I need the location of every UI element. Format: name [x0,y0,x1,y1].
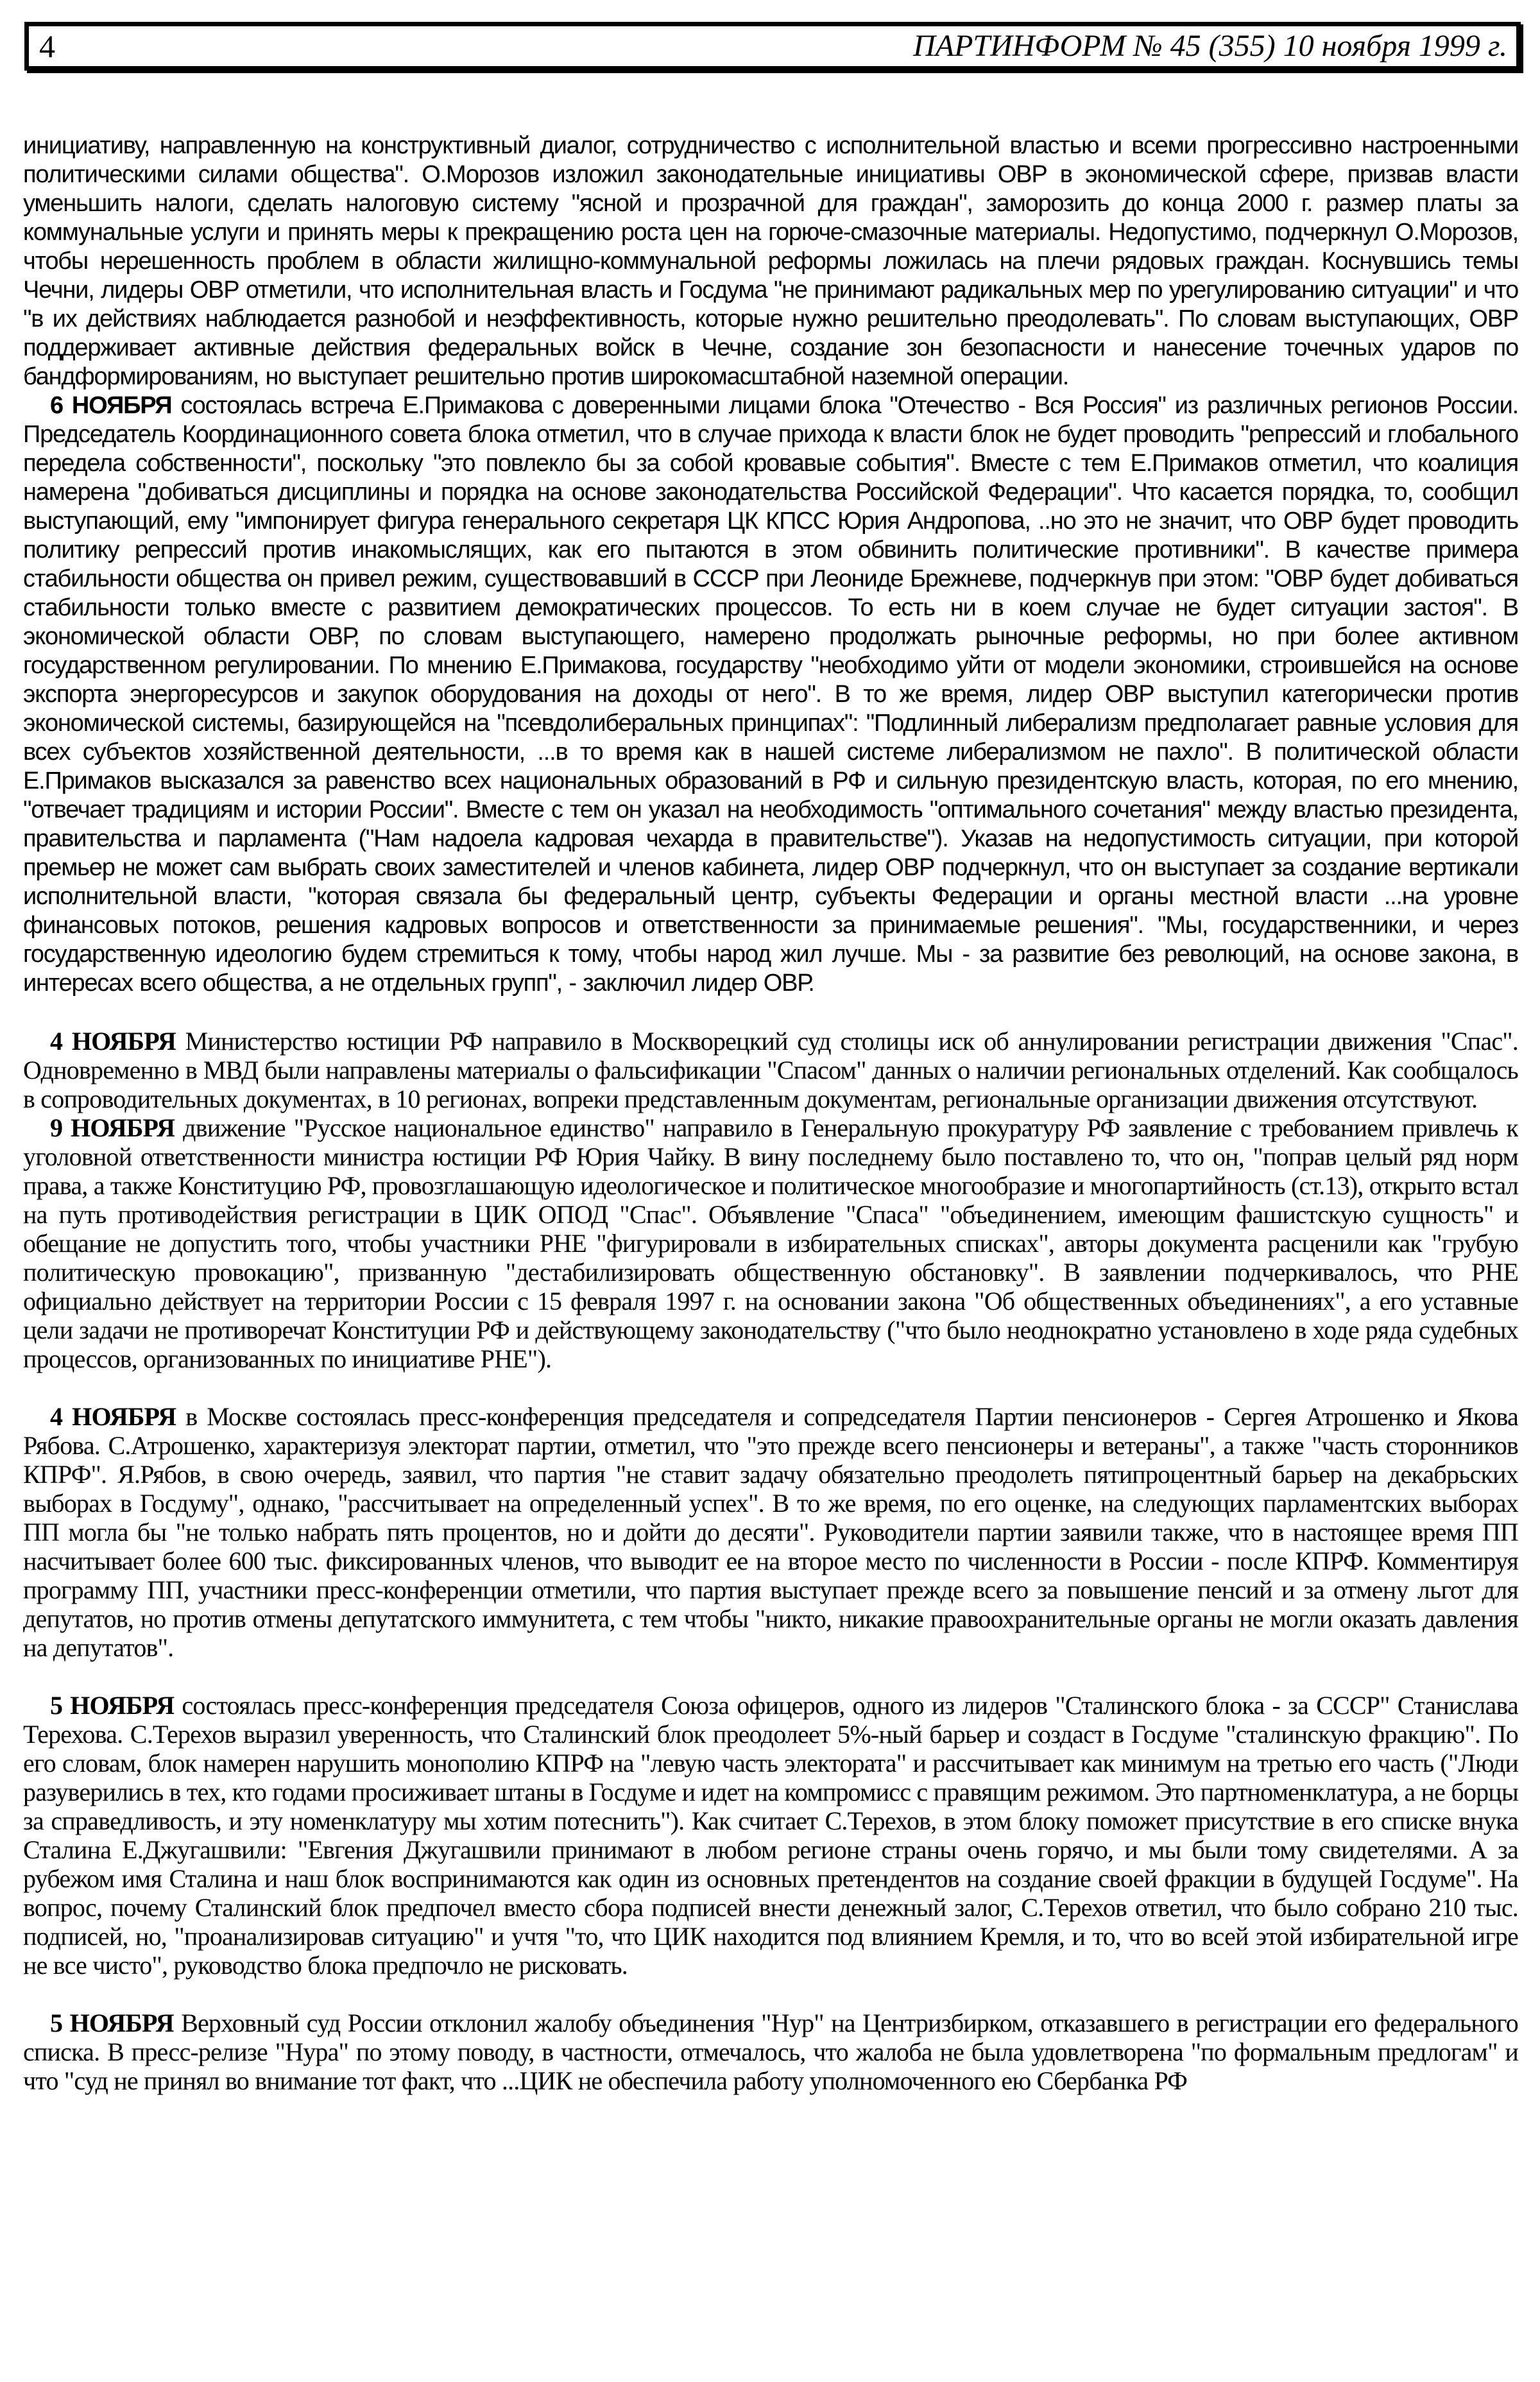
article-body [23,132,1518,2382]
date-lead: 9 НОЯБРЯ [50,1113,175,1142]
date-lead: 4 НОЯБРЯ [50,1027,176,1056]
article-paragraph [23,391,1518,998]
article-paragraph [23,1113,1518,1373]
paragraph-text: движение "Русское национальное единство" направило в Генеральную прокуратуру РФ заявление с требованием привлечь к уголовной ответственности министра юстиции РФ Юрия Чайку. В вину последнему было поставлено то, что он, "поправ целый ряд норм права, а также Конституцию РФ, провозглашающую идеологическое и политическое многообразие и многопартийность (ст.13), открыто встал на путь противодействия регистрации в ЦИК ОПОД "Спас". Объявление "Спаса" "объединением, имеющим фашистскую сущность" и обещание не допустить того, чтобы участники РНЕ "фигурировали в избирательных списках", авторы документа расценили как "грубую политическую провокацию", призванную "дестабилизировать общественную обстановку". В заявлении подчеркивалось, что РНЕ официально действует на территории России с 15 февраля 1997 г. на основании закона "Об общественных объединениях", а его уставные цели задачи не противоречат Конституции РФ и действующему законодательству ("что было неоднократно установлено в ходе ряда судебных процессов, организованных по инициативе РНЕ"). [23,1113,1518,1373]
page-number: 4 [39,28,55,64]
article-paragraph [23,132,1518,391]
date-lead: 4 НОЯБРЯ [50,1402,176,1431]
date-lead: 5 НОЯБРЯ [50,2009,174,2037]
article-paragraph [23,1691,1518,1980]
date-lead: 5 НОЯБРЯ [50,1691,175,1720]
article-paragraph [23,1402,1518,1662]
paragraph-text: Верховный суд России отклонил жалобу объединения "Нур" на Центризбирком, отказавшего в регистрации его федерального списка. В пресс-релизе "Нура" по этому поводу, в частности, отмечалось, что жалоба не была удовлетворена "по формальным предлогам" и что "суд не принял во внимание тот факт, что ...ЦИК не обеспечила работу уполномоченного ею Сбербанка РФ [23,2009,1518,2095]
article-paragraph [23,1027,1518,1113]
paragraph-text: в Москве состоялась пресс-конференция председателя и сопредседателя Партии пенсионеров - Сергея Атрошенко и Якова Рябова. С.Атрошенко, характеризуя электорат партии, отметил, что "это прежде всего пенсионеры и ветераны", а также "часть сторонников КПРФ". Я.Рябов, в свою очередь, заявил, что партия "не ставит задачу обязательно преодолеть пятипроцентный барьер на декабрьских выборах в Госдуму", однако, "рассчитывает на определенный успех". В то же время, по его оценке, на следующих парламентских выборах ПП могла бы "не только набрать пять процентов, но и дойти до десяти". Руководители партии заявили также, что в настоящее время ПП насчитывает более 600 тыс. фиксированных членов, что выводит ее на второе место по численности в России - после КПРФ. Комментируя программу ПП, участники пресс-конференции отметили, что партия выступает прежде всего за повышение пенсий и за отмену льгот для депутатов, но против отмены депутатского иммунитета, с тем чтобы "никто, никакие правоохранительные органы не могли оказать давления на депутатов". [23,1402,1518,1662]
paragraph-text: Министерство юстиции РФ направило в Москворецкий суд столицы иск об аннулировании регистрации движения "Спас". Одновременно в МВД были направлены материалы о фальсификации "Спасом" данных о наличии региональных отделений. Как сообщалось в сопроводительных документах, в 10 регионах, вопреки представленным документам, региональные организации движения отсутствуют. [23,1027,1518,1113]
newsletter-title: ПАРТИНФОРМ № 45 (355) 10 ноября 1999 г. [913,29,1507,63]
paragraph-text: состоялась встреча Е.Примакова с доверенными лицами блока "Отечество - Вся Россия" из различных регионов России. Председатель Координационного совета блока отметил, что в случае прихода к власти блок не будет проводить "репрессий и глобального передела собственности", поскольку "это повлекло бы за собой кровавые события". Вместе с тем Е.Примаков отметил, что коалиция намерена "добиваться дисциплины и порядка на основе законодательства Российской Федерации". Что касается порядка, то, сообщил выступающий, ему "импонирует фигура генерального секретаря ЦК КПСС Юрия Андропова, ..но это не значит, что ОВР будет проводить политику репрессий против инакомыслящих, как его пытаются в этом обвинить политические противники". В качестве примера стабильности общества он привел режим, существовавший в СССР при Леониде Брежневе, подчеркнув при этом: "ОВР будет добиваться стабильности только вместе с развитием демократических процессов. То есть ни в коем случае не будет ситуации застоя". В экономической области ОВР, по словам выступающего, намерено продолжать рыночные реформы, но при более активном государственном регулировании. По мнению Е.Примакова, государству "необходимо уйти от модели экономики, строившейся на основе экспорта энергоресурсов и закупок оборудования на доходы от него". В то же время, лидер ОВР выступил категорически против экономической системы, базирующейся на "псевдолиберальных принципах": "Подлинный либерализм предполагает равные условия для всех субъектов хозяйственной деятельности, ...в то время как в нашей системе либерализмом не пахло". В политической области Е.Примаков высказался за равенство всех национальных образований в РФ и сильную президентскую власть, которая, по его мнению, "отвечает традициям и истории России". Вместе с тем он указал на необходимость "оптимального сочетания" между властью президента, правительства и парламента ("Нам надоела кадровая чехарда в правительстве"). Указав на недопустимость ситуации, при которой премьер не может сам выбрать своих заместителей и членов кабинета, лидер ОВР подчеркнул, что он выступает за создание вертикали исполнительной власти, "которая связала бы федеральный центр, субъекты Федерации и органы местной власти ...на уровне финансовых потоков, решения кадровых вопросов и ответственности за принимаемые решения". "Мы, государственники, и через государственную идеологию будем стремиться к тому, чтобы народ жил лучше. Мы - за развитие без революций, на основе закона, в интересах всего общества, а не отдельных групп", - заключил лидер ОВР. [23,392,1518,997]
paragraph-text: состоялась пресс-конференция председателя Союза офицеров, одного из лидеров "Сталинского блока - за СССР" Станислава Терехова. С.Терехов выразил уверенность, что Сталинский блок преодолеет 5%-ный барьер и создаст в Госдуме "сталинскую фракцию". По его словам, блок намерен нарушить монополию КПРФ на "левую часть электората" и рассчитывает как минимум на третью его часть ("Люди разуверились в тех, кто годами просиживает штаны в Госдуме и идет на компромисс с правящим режимом. Это партноменклатура, а не борцы за справедливость, и эту номенклатуру мы хотим потеснить"). Как считает С.Терехов, в этом блоку поможет присутствие в его списке внука Сталина Е.Джугашвили: "Евгения Джугашвили принимают в любом регионе страны очень горячо, и мы были тому свидетелями. А за рубежом имя Сталина и наш блок воспринимаются как один из основных претендентов на создание своей фракции в будущей Госдуме". На вопрос, почему Сталинский блок предпочел вместо сбора подписей внести денежный залог, С.Терехов ответил, что было собрано 210 тыс. подписей, но, "проанализировав ситуацию" и учтя "то, что ЦИК находится под влиянием Кремля, и то, что во всей этой избирательной игре не все чисто", руководство блока предпочло не рисковать. [23,1691,1518,1980]
page-header [24,22,1521,71]
article-paragraph [23,2009,1518,2095]
date-lead: 6 НОЯБРЯ [50,392,172,419]
paragraph-text: инициативу, направленную на конструктивный диалог, сотрудничество с исполнительной властью и всеми прогрессивно настроенными политическими силами общества". О.Морозов изложил законодательные инициативы ОВР в экономической сфере, призвав власти уменьшить налоги, сделать налоговую систему "ясной и прозрачной для граждан", заморозить до конца 2000 г. размер платы за коммунальные услуги и принять меры к прекращению роста цен на горюче-смазочные материалы. Недопустимо, подчеркнул О.Морозов, чтобы нерешенность проблем в области жилищно-коммунальной реформы ложилась на плечи рядовых граждан. Коснувшись темы Чечни, лидеры ОВР отметили, что исполнительная власть и Госдума "не принимают радикальных мер по урегулированию ситуации" и что "в их действиях наблюдается разнобой и неэффективность, которые нужно решительно преодолевать". По словам выступающих, ОВР поддерживает активные действия федеральных войск в Чечне, создание зон безопасности и нанесение точечных ударов по бандформированиям, но выступает решительно против широкомасштабной наземной операции. [23,132,1518,390]
